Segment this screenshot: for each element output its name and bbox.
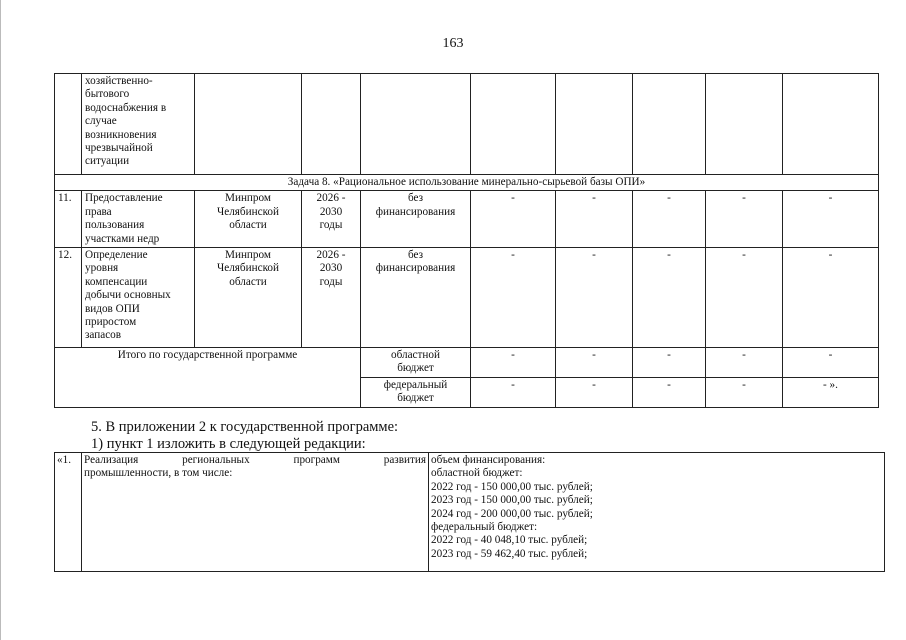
period: 2026 - 2030 годы bbox=[302, 248, 361, 348]
value-cell: - bbox=[556, 348, 633, 378]
value-cell: - bbox=[471, 348, 556, 378]
measure-name: Предоставление права пользования участками недр bbox=[82, 191, 195, 248]
value-cell: - bbox=[556, 377, 633, 407]
table-row bbox=[55, 191, 879, 248]
funding-source: федеральный бюджет bbox=[361, 377, 471, 407]
appendix-table bbox=[54, 452, 885, 572]
value-cell: - bbox=[783, 348, 879, 378]
total-row-regional bbox=[55, 348, 879, 378]
value-cell: - bbox=[471, 248, 556, 348]
program-name-line1: Реализация региональных программ развития bbox=[84, 454, 426, 466]
value-cell: - bbox=[783, 191, 879, 248]
period: 2026 - 2030 годы bbox=[302, 191, 361, 248]
measure-name: Определение уровня компенсации добычи основных видов ОПИ приростом запасов bbox=[82, 248, 195, 348]
value-cell: - bbox=[706, 377, 783, 407]
funding-source: без финансирования bbox=[361, 248, 471, 348]
task-header-row bbox=[55, 175, 879, 191]
table-row bbox=[55, 453, 885, 572]
value-cell: - bbox=[783, 248, 879, 348]
value-cell: - bbox=[556, 191, 633, 248]
funding-source: областной бюджет bbox=[361, 348, 471, 378]
value-cell: - bbox=[706, 191, 783, 248]
task-header: Задача 8. «Рациональное использование минерально-сырьевой базы ОПИ» bbox=[55, 175, 879, 191]
value-cell: - bbox=[556, 248, 633, 348]
value-cell: - bbox=[471, 191, 556, 248]
executor: Минпром Челябинской области bbox=[195, 191, 302, 248]
value-cell: - bbox=[633, 377, 706, 407]
value-cell: - ». bbox=[783, 377, 879, 407]
total-label: Итого по государственной программе bbox=[55, 348, 361, 408]
value-cell: - bbox=[633, 248, 706, 348]
funding-source: без финансирования bbox=[361, 191, 471, 248]
funding-details: объем финансирования: областной бюджет: 2022 год - 150 000,00 тыс. рублей; 2023 год - 150 000,00 тыс. рублей; 2024 год - 200 000,00 тыс. рублей; федеральный бюджет: 2022 год - 40 048,10 тыс. рублей; 2023 год - 59 462,40 тыс. рублей; bbox=[429, 453, 885, 572]
value-cell: - bbox=[633, 348, 706, 378]
program-measures-table bbox=[54, 73, 879, 408]
table-row bbox=[55, 248, 879, 348]
row-number: 11. bbox=[55, 191, 82, 248]
value-cell: - bbox=[471, 377, 556, 407]
program-name bbox=[82, 453, 429, 572]
value-cell: - bbox=[633, 191, 706, 248]
value-cell: - bbox=[706, 348, 783, 378]
table-row-continuation bbox=[55, 74, 879, 175]
paragraph-item: 1) пункт 1 изложить в следующей редакции: bbox=[91, 436, 366, 452]
program-name-line2: промышленности, в том числе: bbox=[84, 467, 233, 480]
paragraph-appendix: 5. В приложении 2 к государственной программе: bbox=[91, 419, 399, 435]
executor: Минпром Челябинской области bbox=[195, 248, 302, 348]
row-number: «1. bbox=[55, 453, 82, 572]
page-number: 163 bbox=[442, 36, 464, 51]
continuation-text: хозяйственно- бытового водоснабжения в случае возникновения чрезвычайной ситуации bbox=[82, 74, 195, 175]
page-margin-line bbox=[0, 0, 1, 640]
value-cell: - bbox=[706, 248, 783, 348]
row-number: 12. bbox=[55, 248, 82, 348]
